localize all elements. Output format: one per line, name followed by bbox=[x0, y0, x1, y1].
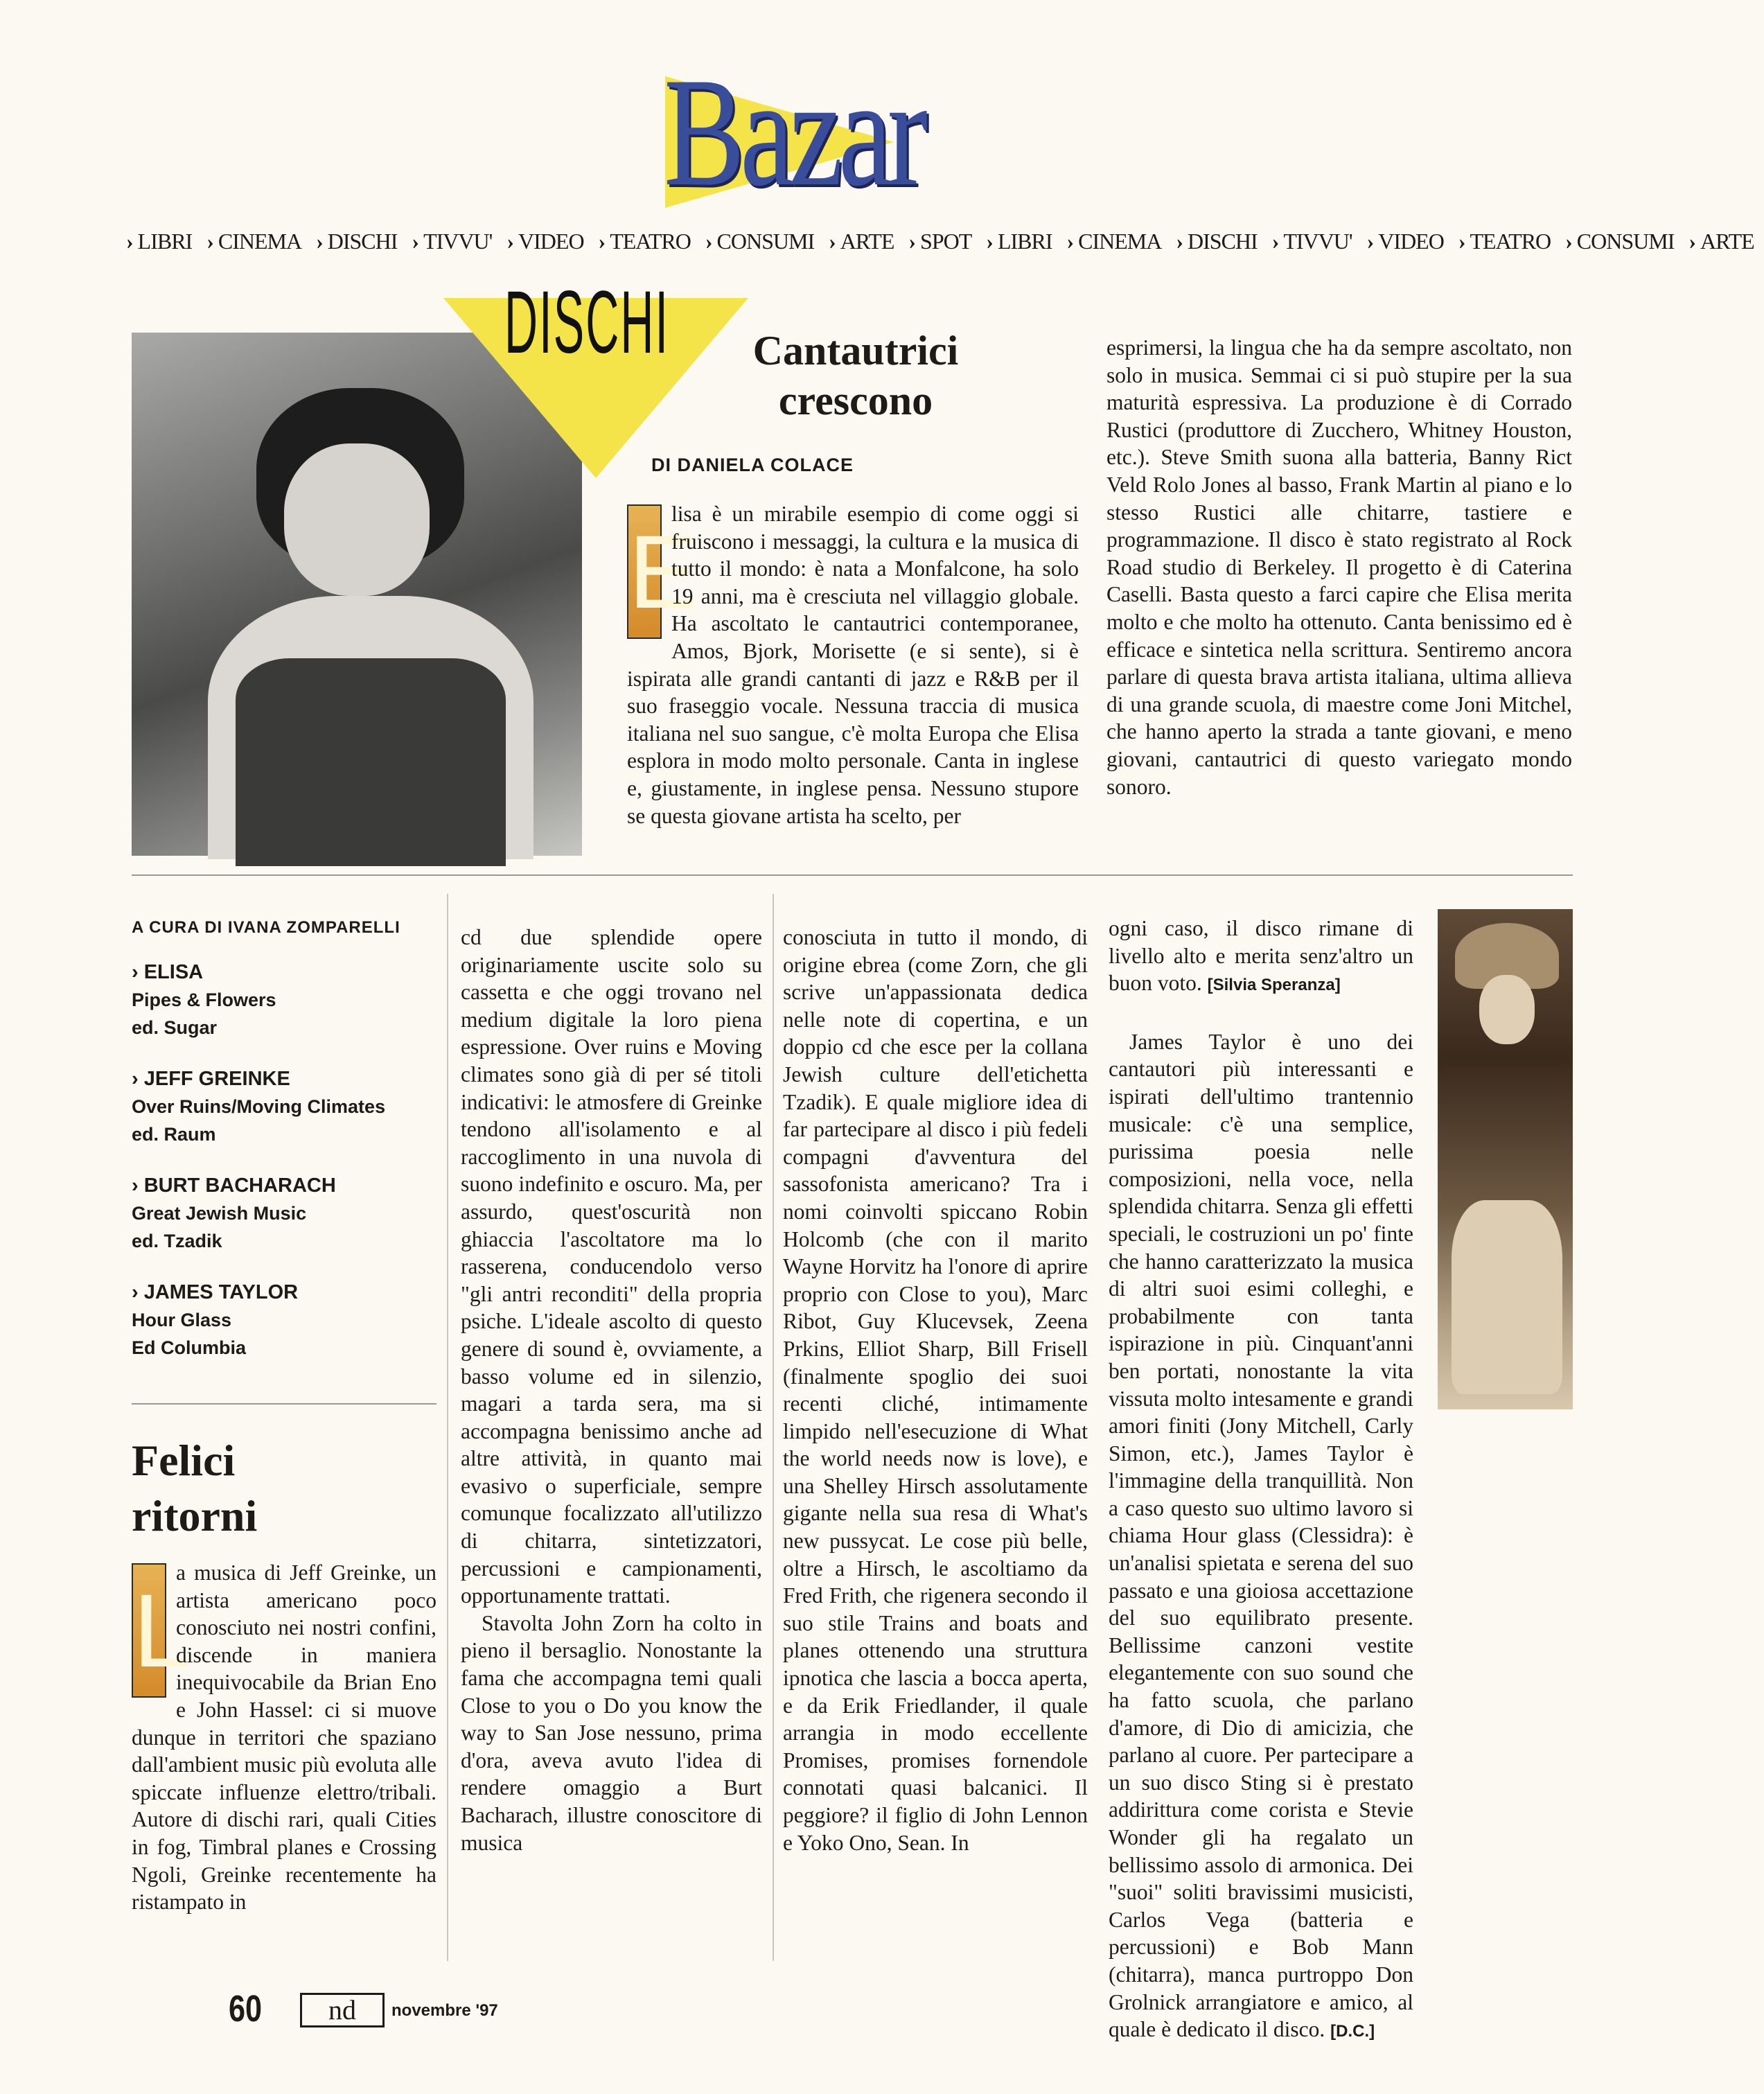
nav-item[interactable]: › TIVVU' bbox=[1272, 229, 1352, 254]
album-entry bbox=[132, 1065, 436, 1148]
album-entry bbox=[132, 1278, 436, 1362]
album-artist: › JAMES TAYLOR bbox=[132, 1278, 436, 1306]
nav-item[interactable]: › CINEMA bbox=[206, 229, 301, 254]
photo-james-taylor bbox=[1438, 909, 1573, 1409]
section-nav bbox=[126, 229, 1754, 254]
album-label: ed. Raum bbox=[132, 1124, 216, 1145]
article-headline bbox=[721, 326, 991, 425]
nav-item[interactable]: › DISCHI bbox=[1176, 229, 1257, 254]
article-paragraph bbox=[1109, 1028, 1413, 2045]
divider bbox=[132, 1403, 436, 1405]
nav-item[interactable]: › CONSUMI bbox=[705, 229, 814, 254]
nav-item[interactable]: › TEATRO bbox=[1458, 229, 1551, 254]
column-rule bbox=[773, 894, 774, 1961]
issue-date: novembre '97 bbox=[391, 2001, 498, 2020]
article-paragraph: Stavolta John Zorn ha colto in pieno il bersaglio. Nonostante la fama che accompagna temi quali Close to you o Do you know the way to San Jose nessuno, prima d'ora, aveva avuto l'idea di rendere omaggio a Burt Bacharach, illustre conoscitore di musica bbox=[461, 1610, 762, 1855]
headline-line: Cantautrici bbox=[752, 328, 959, 373]
sidebar-credit: A CURA DI IVANA ZOMPARELLI bbox=[132, 918, 400, 937]
nav-item[interactable]: › CONSUMI bbox=[1565, 229, 1674, 254]
album-sidebar bbox=[132, 918, 436, 1385]
article-column bbox=[132, 1559, 436, 1916]
album-label: Ed Columbia bbox=[132, 1337, 247, 1358]
masthead-title: Bazar bbox=[664, 45, 924, 218]
article-paragraph: esprimersi, la lingua che ha da sempre ascoltato, non solo in musica. Semmai ci si può stupire per la sua maturità espressiva. La produzione è di Corrado Rustici (produttore di Zucchero, Whitney Houston, etc.). Steve Smith suona alla batteria, Banny Rict Veld Rolo Jones al basso, Frank Martin al piano e lo stesso Rustici alle chitarre, tastiere e programmazione. Il disco è stato registrato al Rock Road studio di Berkeley. Il progetto è di Caterina Caselli. Basta questo a farci capire che Elisa merita molto e che molto ha ottenuto. Canta benissimo ed è efficace e sintetica nella scrittura. Sentiremo ancora parlare di questa brava artista italiana, ultima allieva di una grande scuola, di maestre come Joni Mitchel, che hanno aperto la strada a tante giovani, e meno giovani, cantautrici di questo variegato mondo sonoro. bbox=[1106, 335, 1572, 799]
page-number: 60 bbox=[229, 1988, 263, 2030]
nav-item[interactable]: › VIDEO bbox=[1367, 229, 1444, 254]
album-title: Pipes & Flowers bbox=[132, 989, 276, 1010]
album-label: ed. Tzadik bbox=[132, 1231, 222, 1251]
nav-item[interactable]: › VIDEO bbox=[506, 229, 583, 254]
article-text: James Taylor è uno dei cantautori più interessanti e ispirati dell'ultimo trantennio musicale: c'è una semplice, purissima poesia nelle composizioni, nella voce, nella splendida chitarra. Senza gli effetti speciali, le costruzioni un po' finte che hanno caratterizzato la musica di altri suoi esimi colleghi, e probabilmente con tanta ispirazione in più. Cinquant'anni ben portati, nonostante la vita vissuta molto intesamente e grandi amori finiti (Jony Mitchell, Carly Simon, etc.), James Taylor è l'immagine della tranquillità. Non a caso questo suo ultimo lavoro si chiama Hour glass (Clessidra): è un'analisi spietata e serena del suo passato e una gioiosa accettazione del suo equilibrato presente. Bellissime canzoni vestite elegantemente con suo sound che ha fatto scuola, che parlano d'amore, di Dio di amicizia, che parlano al cuore. Per partecipare a un suo disco Sting si è prestato addirittura come corista e Stevie Wonder gli ha regalato un bellissimo assolo di armonica. Dei "suoi" soliti bravissimi musicisti, Carlos Vega (batteria e percussioni) e Bob Mann (chitarra), manca purtroppo Don Grolnick arrangiatore e amico, al quale è dedicato il disco. bbox=[1109, 1029, 1413, 2042]
album-title: Great Jewish Music bbox=[132, 1203, 307, 1224]
nav-item[interactable]: › SPOT bbox=[908, 229, 971, 254]
nav-item[interactable]: › ARTE bbox=[829, 229, 894, 254]
album-artist: › BURT BACHARACH bbox=[132, 1172, 436, 1199]
byline: DI DANIELA COLACE bbox=[651, 455, 854, 475]
nav-item[interactable]: › LIBRI bbox=[126, 229, 192, 254]
nav-item[interactable]: › CINEMA bbox=[1066, 229, 1161, 254]
article-headline bbox=[132, 1433, 257, 1544]
headline-line: Felici bbox=[132, 1436, 236, 1485]
article-paragraph: cd due splendide opere originariamente uscite solo su cassetta e che oggi trovano nel medium digitale la loro piena espressione. Over ruins e Moving climates sono già di per sé titoli indicativi: le atmosfere di Greinke tendono all'isolamento e al raccoglimento in una nuvola di suono indefinito e oscuro. Ma, per assurdo, quest'oscurità non ghiaccia l'ascoltatore ma lo rasserena, conducendolo verso "gli antri reconditi" della propria psiche. L'ideale ascolto di questo genere di sound è, ovviamente, a basso volume ed in silenzio, magari a tarda sera, ma si accompagna benissimo anche ad altre attività, in quanto mai evasivo o superficiale, sempre comunque focalizzato all'utilizzo di chitarra, sintetizzatori, percussioni e campionamenti, opportunamente trattati. bbox=[461, 925, 762, 1608]
album-artist: › JEFF GREINKE bbox=[132, 1065, 436, 1093]
divider bbox=[132, 874, 1573, 876]
article-text: ogni caso, il disco rimane di livello alto e merita senz'altro un buon voto. bbox=[1109, 916, 1413, 996]
album-label: ed. Sugar bbox=[132, 1017, 218, 1038]
nav-item[interactable]: › TEATRO bbox=[599, 229, 691, 254]
album-title: Over Ruins/Moving Climates bbox=[132, 1096, 386, 1117]
nav-item[interactable]: › LIBRI bbox=[986, 229, 1052, 254]
nav-item[interactable]: › TIVVU' bbox=[412, 229, 492, 254]
article-paragraph: lisa è un mirabile esempio di come oggi si fruiscono i messaggi, la cultura e la musica di tutto il mondo: è nata a Monfalcone, ha solo 19 anni, ma è cresciuta nel villaggio globale. Ha ascoltato le cantautrici contemporanee, Amos, Bjork, Morisette (e si sente), si è ispirata alle grandi cantanti di jazz e R&B per il suo fraseggio vocale. Nessuna traccia di musica italiana nel suo sangue, c'è molta Europa che Elisa esplora in modo molto personale. Canta in inglese e, giustamente, in inglese pensa. Nessuno stupore se questa giovane artista ha scelto, per bbox=[627, 502, 1079, 828]
signature: [D.C.] bbox=[1330, 2022, 1375, 2041]
column-rule bbox=[447, 894, 448, 1961]
article-column bbox=[783, 924, 1088, 1856]
article-column bbox=[627, 500, 1079, 829]
article-column bbox=[1106, 334, 1572, 800]
magazine-logo: nd bbox=[300, 1993, 385, 2027]
nav-item[interactable]: › ARTE bbox=[1688, 229, 1754, 254]
article-paragraph: conosciuta in tutto il mondo, di origine ebrea (come Zorn, che gli scrive un'appassionata dedica nelle note di copertina, e un doppio cd che esce per la collana Jewish culture dell'etichetta Tzadik). E quale migliore idea di far partecipare al disco i più fedeli compagni d'avventura del sassofonista americano? Tra i nomi coinvolti spiccano Robin Holcomb (che con il marito Wayne Horvitz ha l'onore di aprire proprio con Close to you), Marc Ribot, Guy Klucevsek, Zeena Prkins, Elliot Sharp, Bill Frisell (finalmente spoglio dei suoi recenti cliché, intimamente limpido nell'esecuzione di What the world needs now is love), e una Shelley Hirsch assolutamente gigante nella sua resa di What's new pussycat. Le cose più belle, oltre a Hirsch, le ascoltiamo da Fred Frith, che rigenera secondo il suo stile Trains and boats and planes ottenendo una struttura ipnotica che lascia a bocca aperta, e da Erik Friedlander, il quale arrangia in modo eccellente Promises, promises fornendole connotati quasi balcanici. Il peggiore? il figlio di John Lennon e Yoko Ono, Sean. In bbox=[783, 925, 1088, 1855]
album-artist: › ELISA bbox=[132, 958, 436, 986]
article-paragraph bbox=[1109, 915, 1413, 999]
nav-item[interactable]: › DISCHI bbox=[316, 229, 397, 254]
album-entry bbox=[132, 958, 436, 1041]
article-paragraph: a musica di Jeff Greinke, un artista americano poco conosciuto nei nostri confini, discende in maniera inequivocabile da Brian Eno e John Hassel: ci si muove dunque in territori che spaziano dall'ambient music più evoluta alle spiccate influenze elettro/tribali. Autore di dischi rari, quali Cities in fog, Timbral planes e Crossing Ngoli, Greinke recentemente ha ristampato in bbox=[132, 1560, 436, 1915]
drop-cap: L bbox=[132, 1563, 166, 1698]
headline-line: ritorni bbox=[132, 1491, 258, 1540]
drop-cap: E bbox=[627, 504, 662, 639]
signature: [Silvia Speranza] bbox=[1207, 976, 1341, 995]
headline-line: crescono bbox=[778, 378, 933, 423]
article-column bbox=[461, 924, 762, 1856]
section-label: DISCHI bbox=[504, 273, 670, 372]
article-column bbox=[1109, 915, 1413, 2045]
album-entry bbox=[132, 1172, 436, 1255]
album-title: Hour Glass bbox=[132, 1310, 232, 1330]
